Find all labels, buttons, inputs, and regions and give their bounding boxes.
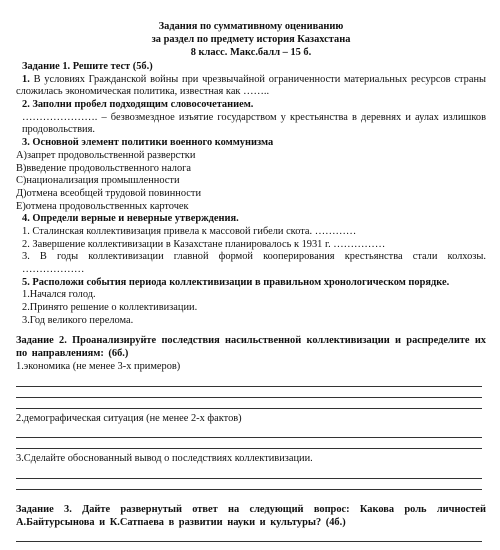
q4-statement-2: 2. Завершение коллективизации в Казахстане планировалось к 1931 г. ……………: [22, 238, 386, 250]
task3-title: Задание 3. Дайте развернутый ответ на следующий вопрос: Какова роль личностей А.Байтурсынова и К.Сатпаева в развитии науки и культуры? (4б.): [16, 503, 486, 528]
task2-item-conclusion: 3.Сделайте обоснованный вывод о последствиях коллективизации.: [16, 453, 313, 465]
answer-line[interactable]: [16, 468, 482, 479]
q3-option-d: Д)отмена всеобщей трудовой повинности: [16, 187, 202, 199]
q3-option-e: Е)отмена продовольственных карточек: [16, 200, 189, 212]
q1-text: В условиях Гражданской войны при чрезвычайной ограниченности материальных ресурсов страны сложилась экономическая политика, известная как ……..: [16, 73, 486, 98]
task2-item-economy: 1.экономика (не менее 3-х примеров): [16, 360, 181, 372]
task2-conclusion-answer[interactable]: [16, 468, 486, 490]
answer-line[interactable]: [16, 427, 482, 438]
worksheet-header: [16, 20, 486, 59]
task2-item-demography: 2.демографическая ситуация (не менее 2-х фактов): [16, 412, 242, 424]
answer-line[interactable]: [16, 376, 482, 387]
q5-event-1: 1.Начался голод.: [22, 289, 96, 301]
answer-line[interactable]: [16, 479, 482, 490]
task1-question-3-title: 3. Основной элемент политики военного коммунизма: [22, 137, 274, 149]
task2-economy-answer[interactable]: [16, 376, 486, 409]
q3-option-a: А)запрет продовольственной разверстки: [16, 149, 196, 161]
task1-section: [16, 61, 486, 327]
task3-answer[interactable]: [16, 531, 486, 542]
task2-section: [16, 335, 486, 489]
q4-statement-3: 3. В годы коллективизации главной формой кооперирования крестьянства стали колхозы. ………………: [22, 251, 486, 275]
task3-section: [16, 504, 486, 542]
task1-question-5-title: 5. Расположи события периода коллективизации в правильном хронологическом порядке.: [22, 276, 450, 288]
task2-demography-answer[interactable]: [16, 427, 486, 449]
header-subject: за раздел по предмету история Казахстана: [151, 34, 351, 45]
header-grade: 8 класс. Макс.балл – 15 б.: [190, 47, 312, 58]
q5-event-2: 2.Принято решение о коллективизации.: [22, 302, 198, 314]
q3-option-c: С)национализация промышленности: [16, 175, 180, 187]
task1-question-2-title: 2. Заполни пробел подходящим словосочетанием.: [22, 99, 254, 111]
task1-question-4-title: 4. Определи верные и неверные утверждения.: [22, 213, 239, 225]
q1-number: 1.: [22, 73, 30, 85]
q3-option-b: В)введение продовольственного налога: [16, 162, 192, 174]
answer-line[interactable]: [16, 438, 482, 449]
task1-question-1: [16, 74, 486, 99]
q4-statement-1: 1. Сталинская коллективизация привела к массовой гибели скота. …………: [22, 225, 357, 237]
header-title: Задания по суммативному оцениванию: [158, 21, 344, 32]
answer-line[interactable]: [16, 398, 482, 409]
task2-title: Задание 2. Проанализируйте последствия насильственной коллективизации и распределите их по направлениям: (6б.): [16, 335, 486, 360]
q5-event-3: 3.Год великого перелома.: [22, 314, 134, 326]
answer-line[interactable]: [16, 387, 482, 398]
answer-line[interactable]: [16, 531, 482, 542]
q3-options: [16, 150, 486, 213]
task1-title: Задание 1. Решите тест (5б.): [22, 61, 153, 72]
task1-question-2-text: …………………. – безвозмездное изъятие государством у крестьянства в деревнях и аулах излишков продовольствия.: [22, 111, 486, 136]
